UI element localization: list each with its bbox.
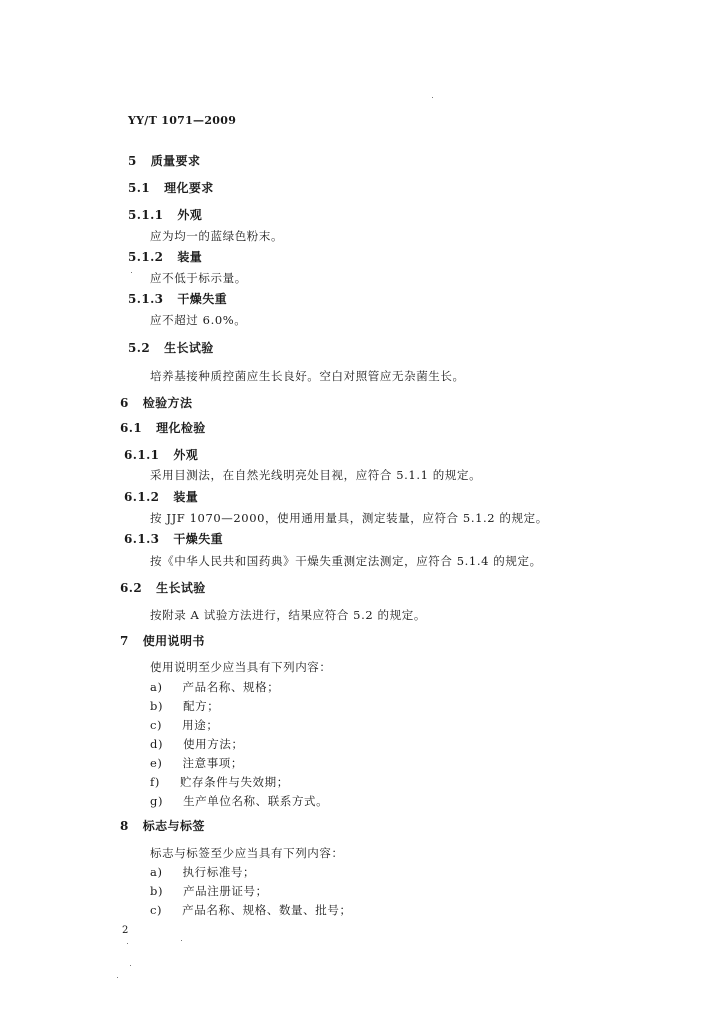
section-number: 6.1.3 [124,532,160,546]
section-7-intro: 使用说明至少应当具有下列内容： [150,660,332,674]
scan-speck [117,977,118,978]
section-number: 5.2 [128,341,151,355]
section-title: 生长试验 [156,581,206,595]
section-5-2-heading [128,341,214,355]
section-6-1-1-text: 采用目测法，在自然光线明亮处目视，应符合 5.1.1 的规定。 [150,468,482,482]
section-5-1-3-text: 应不超过 6.0%。 [150,313,247,327]
list-item [150,737,244,751]
section-5-heading [128,154,200,168]
section-5-1-1-text: 应为均一的蓝绿色粉末。 [150,229,284,243]
list-item-label: a) [150,865,163,879]
section-number: 6.1 [120,421,143,435]
list-item-text: 注意事项； [182,756,243,770]
section-title: 检验方法 [142,396,193,410]
scan-speck [181,940,182,941]
section-6-1-3-heading [124,532,223,546]
list-item-label: g) [150,794,164,808]
section-6-heading [120,396,192,410]
list-item [150,903,352,917]
list-item-label: d) [150,737,164,751]
section-number: 5 [128,154,137,168]
section-6-1-2-text: 按 JJF 1070—2000，使用通用量具，测定装量，应符合 5.1.2 的规定。 [150,511,548,525]
list-item [150,756,243,770]
section-number: 8 [120,819,129,833]
section-5-1-3-heading [128,292,227,306]
section-number: 6 [120,396,129,410]
section-title: 装量 [177,250,203,264]
list-item-label: a) [150,680,163,694]
section-title: 理化检验 [156,421,206,435]
section-5-1-2-text: 应不低于标示量。 [150,271,247,285]
list-item-label: b) [150,699,164,713]
section-8-intro: 标志与标签至少应当具有下列内容： [150,846,344,860]
section-title: 使用说明书 [142,634,205,648]
section-title: 外观 [173,448,199,462]
section-title: 干燥失重 [173,532,224,546]
section-5-1-heading [128,181,214,195]
list-item-label: c) [150,903,163,917]
section-6-2-text: 按附录 A 试验方法进行，结果应符合 5.2 的规定。 [150,608,426,622]
section-title: 标志与标签 [142,819,205,833]
section-8-heading [120,819,205,833]
list-item-text: 产品名称、规格； [182,680,280,694]
section-number: 7 [120,634,129,648]
scan-speck [127,943,128,944]
section-number: 5.1.3 [128,292,164,306]
list-item [150,680,279,694]
list-item [150,699,219,713]
list-item-text: 用途； [182,718,219,732]
list-item-text: 配方； [183,699,220,713]
section-6-1-1-heading [124,448,198,462]
section-5-1-2-heading [128,250,202,264]
page-number: 2 [122,925,129,936]
scan-speck [130,965,131,966]
list-item-text: 贮存条件与失效期； [179,775,289,789]
section-title: 外观 [177,208,203,222]
list-item [150,794,328,808]
section-number: 5.1 [128,181,151,195]
list-item-label: e) [150,756,163,770]
list-item-label: c) [150,718,163,732]
list-item [150,865,255,879]
section-number: 5.1.2 [128,250,164,264]
list-item-text: 执行标准号； [182,865,256,879]
standard-code: YY/T 1071—2009 [128,114,237,127]
section-6-1-3-text: 按《中华人民共和国药典》干燥失重测定法测定，应符合 5.1.4 的规定。 [150,554,542,568]
scan-speck [131,272,132,273]
section-number: 6.1.2 [124,490,160,504]
section-number: 6.2 [120,581,143,595]
scan-speck [432,97,433,98]
section-5-2-text: 培养基接种质控菌应生长良好。空白对照管应无杂菌生长。 [150,369,465,383]
section-title: 理化要求 [164,181,214,195]
section-5-1-1-heading [128,208,202,222]
list-item-text: 使用方法； [183,737,244,751]
section-number: 6.1.1 [124,448,160,462]
section-title: 质量要求 [150,154,201,168]
list-item-text: 产品名称、规格、数量、批号； [182,903,352,917]
section-6-1-heading [120,421,206,435]
list-item-text: 产品注册证号； [183,884,268,898]
list-item [150,884,268,898]
list-item [150,775,289,789]
section-6-2-heading [120,581,206,595]
section-6-1-2-heading [124,490,198,504]
section-title: 干燥失重 [177,292,228,306]
list-item [150,718,218,732]
list-item-text: 生产单位名称、联系方式。 [183,794,329,808]
list-item-label: f) [150,775,160,789]
section-number: 5.1.1 [128,208,164,222]
section-7-heading [120,634,205,648]
list-item-label: b) [150,884,164,898]
section-title: 生长试验 [164,341,214,355]
section-title: 装量 [173,490,199,504]
